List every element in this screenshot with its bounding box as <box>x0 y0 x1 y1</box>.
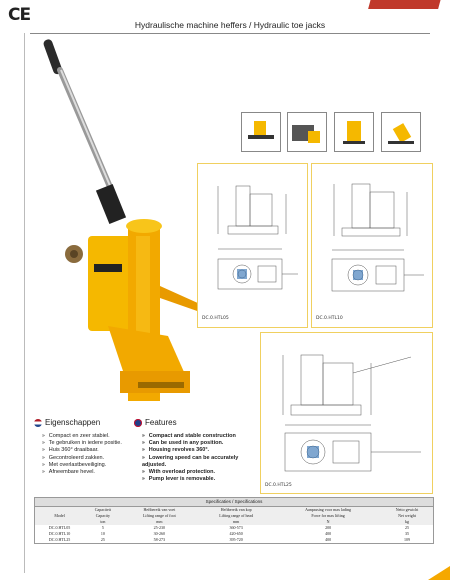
features-en-title: Features <box>145 418 177 427</box>
features-nl-title: Eigenschappen <box>45 418 101 427</box>
drawing-label: DC.0.HTL25 <box>265 483 292 488</box>
table-header-cell: ton <box>84 519 121 525</box>
technical-drawing-htl05 <box>197 163 308 328</box>
table-cell: 10 <box>84 531 121 537</box>
table-header-cell: Lifting range of foot <box>122 513 198 519</box>
pump-handle <box>42 38 126 224</box>
table-cell: 5 <box>84 525 121 531</box>
table-header-cell: kg <box>381 519 433 525</box>
usage-thumbnail-2 <box>287 112 327 152</box>
table-header-cell: Netto gewicht <box>381 507 433 513</box>
table-header-cell: Net weight <box>381 513 433 519</box>
table-cell: 420-650 <box>197 531 275 537</box>
corner-accent <box>428 566 450 580</box>
table-cell: 400 <box>275 531 381 537</box>
table-cell: 400 <box>275 537 381 543</box>
table-header-cell: Capacity <box>84 513 121 519</box>
netherlands-flag-icon <box>34 419 42 427</box>
table-cell: 25-230 <box>122 525 198 531</box>
features-nl <box>34 418 134 476</box>
table-header-cell: Heftbereik van voet <box>122 507 198 513</box>
table-cell: 35 <box>381 531 433 537</box>
list-item: » Lowering speed can be accurately adjusted. <box>142 455 259 469</box>
brand-logo <box>368 0 442 9</box>
table-cell: DC.0.HTL05 <box>35 525 84 531</box>
drawing-label: DC.0.HTL10 <box>316 316 343 321</box>
list-item: » Can be used in any position. <box>142 440 259 447</box>
table-row <box>35 537 433 543</box>
features-nl-list <box>42 433 134 476</box>
list-item: » Te gebruiken in iedere positie. <box>42 440 134 447</box>
table-header-cell: N <box>275 519 381 525</box>
table-cell: 395-720 <box>197 537 275 543</box>
uk-flag-icon <box>134 419 142 427</box>
page-title: Hydraulische machine heffers / Hydraulic toe jacks <box>30 18 430 34</box>
table-header-cell: mm <box>197 519 275 525</box>
features-nl-heading <box>34 418 134 427</box>
table-cell: 25 <box>84 537 121 543</box>
list-item: » With overload protection. <box>142 469 259 476</box>
specifications-table <box>34 497 434 544</box>
table-header-cell: mm <box>122 519 198 525</box>
technical-drawing-htl10 <box>311 163 433 328</box>
list-item: » Gecontroleerd zakken. <box>42 455 134 462</box>
table-header-cell: Model <box>35 513 84 519</box>
list-item: » Compact and stable construction <box>142 433 259 440</box>
table-header-cell: Lifting range of head <box>197 513 275 519</box>
table-cell: 25 <box>381 525 433 531</box>
table-cell: DC.0.HTL25 <box>35 537 84 543</box>
list-item: » Compact en zeer stabiel. <box>42 433 134 440</box>
specifications-caption: Specificaties / Specifications <box>35 498 433 507</box>
table-header-cell: Aanpassing voor max lading <box>275 507 381 513</box>
drawing-label: DC.0.HTL05 <box>202 316 229 321</box>
list-item: » Pump lever is removable. <box>142 476 259 483</box>
table-header-cell: Heftbereik van kop <box>197 507 275 513</box>
left-rule <box>24 33 25 573</box>
features-en-list <box>142 433 259 483</box>
table-cell: 109 <box>381 537 433 543</box>
features-en-heading <box>134 418 259 427</box>
list-item: » Afneembare hevel. <box>42 469 134 476</box>
table-cell: 30-260 <box>122 531 198 537</box>
table-cell: 360-573 <box>197 525 275 531</box>
table-header-cell: Force for max lifting <box>275 513 381 519</box>
list-item: » Housing revolves 360°. <box>142 447 259 454</box>
usage-thumbnail-4 <box>381 112 421 152</box>
jack-body <box>65 219 200 401</box>
usage-thumbnail-1 <box>241 112 281 152</box>
table-header-cell: Capaciteit <box>84 507 121 513</box>
toe-jack-photo <box>28 36 208 406</box>
ce-mark: CE <box>8 5 31 25</box>
table-cell: 200 <box>275 525 381 531</box>
list-item: » Huis 360° draaibaar. <box>42 447 134 454</box>
table-cell: 58-273 <box>122 537 198 543</box>
list-item: » Met overlastbeveiliging. <box>42 462 134 469</box>
features-en <box>134 418 259 483</box>
usage-thumbnail-3 <box>334 112 374 152</box>
technical-drawing-htl25 <box>260 332 433 494</box>
table-cell: DC.0.HTL10 <box>35 531 84 537</box>
